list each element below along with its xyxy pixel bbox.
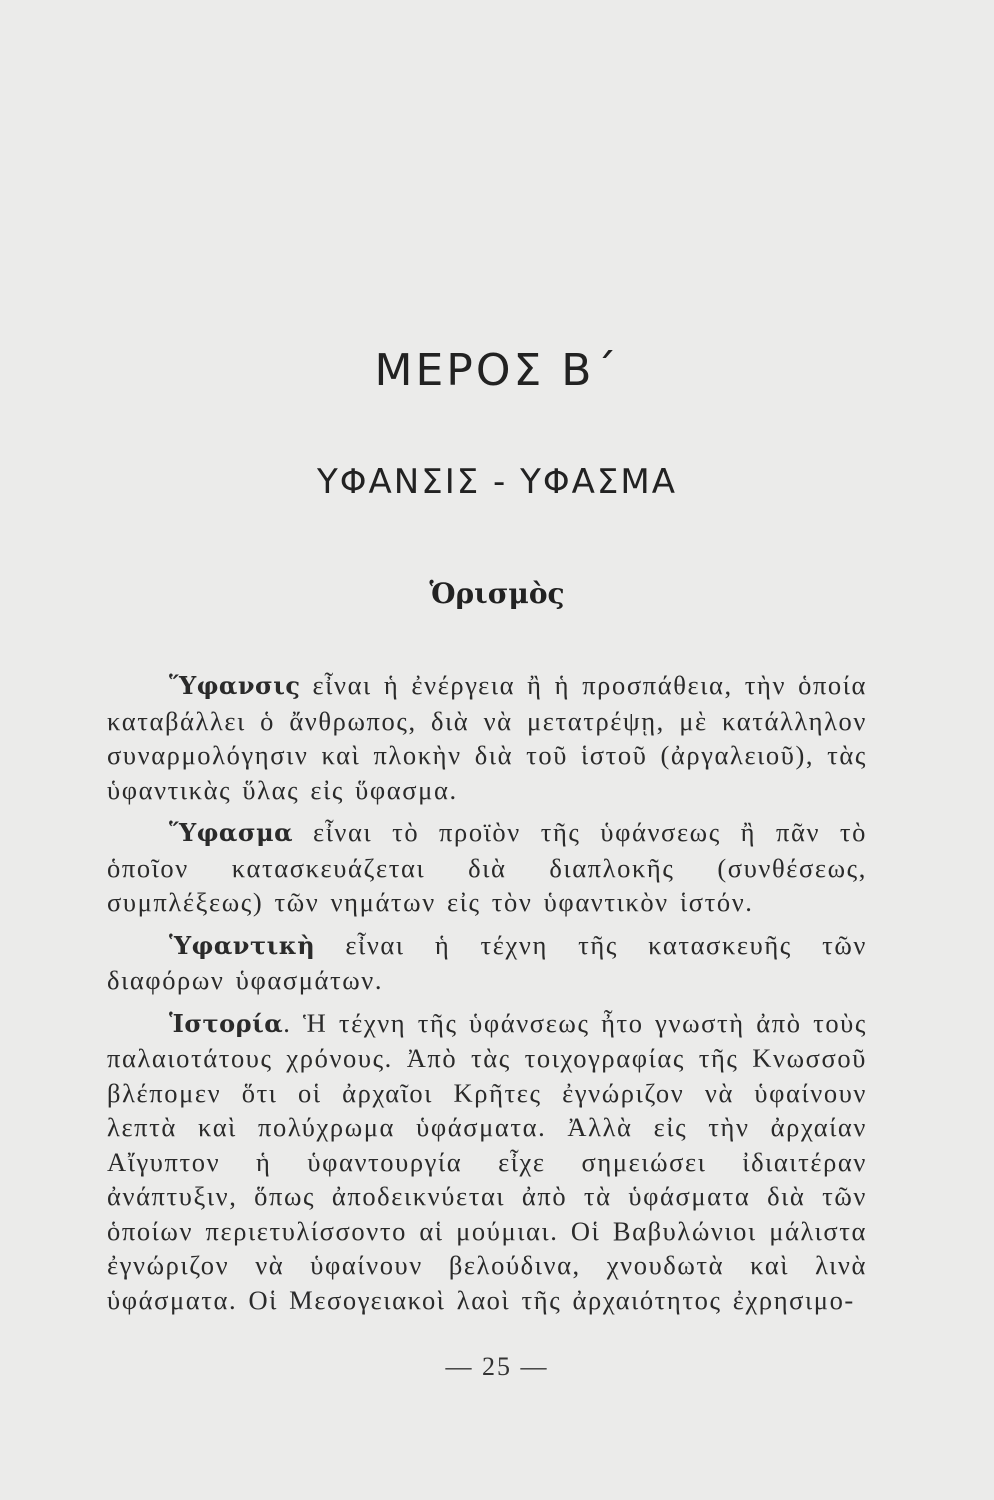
- term-istoria: Ἱστορία: [169, 1008, 284, 1038]
- section-title: Ὁρισμὸς: [429, 577, 565, 610]
- paragraph-text: εἶναι ἡ τέχνη τῆς κατασκευῆς τῶν διαφόρων ὑφασμάτων.: [107, 929, 867, 995]
- term-yfansis: Ὕφανσις: [169, 671, 301, 700]
- term-yfantiki: Ὑφαντικὴ: [169, 930, 316, 960]
- body-text: [107, 668, 867, 1325]
- paragraph-yfansis: [107, 668, 867, 807]
- paragraph-text: εἶναι τὸ προϊὸν τῆς ὑφάνσεως ἢ πᾶν τὸ ὁποῖον κατασκευάζεται διὰ διαπλοκῆς (συνθέσεως, συμπλέξεως) τῶν νημάτων εἰς τὸν ὑφαντικὸν ἱστόν.: [107, 817, 867, 917]
- paragraph-yfantiki: [107, 928, 867, 998]
- paragraph-yfasma: [107, 815, 867, 920]
- part-title: ΜΕΡΟΣ Β΄: [374, 345, 620, 396]
- term-yfasma: Ὕφασμα: [169, 818, 294, 847]
- page-number: — 25 —: [445, 1352, 549, 1381]
- paragraph-text: εἶναι ἡ ἐνέργεια ἢ ἡ προσπάθεια, τὴν ὁποία καταβάλλει ὁ ἄνθρωπος, διὰ νὰ μετατρέψῃ, μὲ κατάλληλον συναρμολόγησιν καὶ πλοκὴν διὰ τοῦ ἱστοῦ (ἀργαλειοῦ), τὰς ὑφαντικὰς ὕλας εἰς ὕφασμα.: [107, 670, 867, 805]
- chapter-title: ΥΦΑΝΣΙΣ - ΥΦΑΣΜΑ: [317, 462, 677, 502]
- paragraph-istoria: [107, 1006, 867, 1318]
- paragraph-text: . Ἡ τέχνη τῆς ὑφάνσεως ἦτο γνωστὴ ἀπὸ τοὺς παλαιοτάτους χρόνους. Ἀπὸ τὰς τοιχογραφίας τῆς Κνωσσοῦ βλέπομεν ὅτι οἱ ἀρχαῖοι Κρῆτες ἐγνώριζον νὰ ὑφαίνουν λεπτὰ καὶ πολύχρωμα ὑφάσματα. Ἀλλὰ εἰς τὴν ἀρχαίαν Αἴγυπτον ἡ ὑφαντουργία εἶχε σημειώσει ἰδιαιτέραν ἀνάπτυξιν, ὅπως ἀποδεικνύεται ἀπὸ τὰ ὑφάσματα διὰ τῶν ὁποίων περιετυλίσσοντο αἱ μούμιαι. Οἱ Βαβυλώνιοι μάλιστα ἐγνώριζον νὰ ὑφαίνουν βελούδινα, χνουδωτὰ καὶ λινὰ ὑφάσματα. Οἱ Μεσογειακοὶ λαοὶ τῆς ἀρχαιότητος ἐχρησιμο-: [107, 1007, 867, 1315]
